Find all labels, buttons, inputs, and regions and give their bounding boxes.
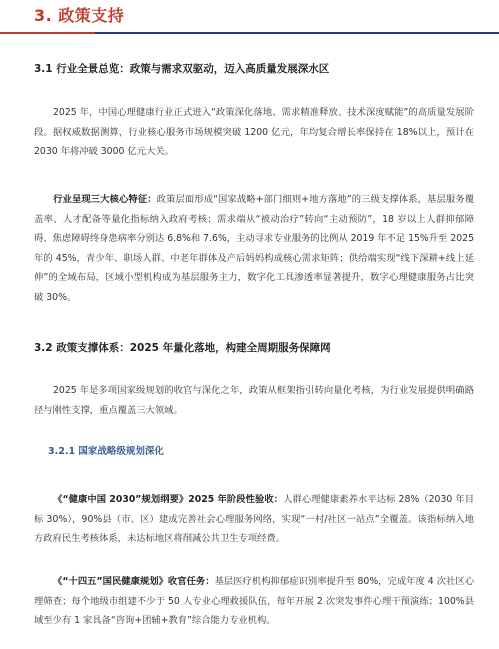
section-3-1-paragraph-2 [34, 190, 474, 307]
item-text: 人群心理健康素养水平达标 28%（2030 年目标 30%），90%县（市、区）建成完善社会心理服务网络，实现“一村/社区一站点”全覆盖。该指标纳入地方政府民生考核体系，未达标地区将削减公共卫生专项经费。 [34, 494, 474, 544]
paragraph-text: 2025 年，中国心理健康行业正式进入“政策深化落地、需求精准释放、技术深度赋能”的高质量发展阶段。据权威数据测算，行业核心服务市场规模突破 1200 亿元，年均复合增长率保持在 18%以上，预计在 2030 年将冲破 3000 亿元大关。 [34, 107, 474, 157]
section-heading-3-2: 3.2 政策支撑体系：2025 年量化落地，构建全周期服务保障网 [34, 342, 331, 354]
subsection-heading-3-2-1: 3.2.1 国家战略级规划深化 [48, 446, 164, 457]
paragraph-text: 2025 年是多项国家级规划的收官与深化之年，政策从框架指引转向量化考核，为行业发展提供明确路径与刚性支撑，重点覆盖三大领域。 [34, 385, 474, 416]
chapter-header [0, 0, 499, 36]
section-3-2-paragraph-1 [34, 381, 474, 420]
subsection-3-2-1-item-2 [34, 572, 474, 631]
item-lead: 《“健康中国 2030”规划纲要》2025 年阶段性验收： [53, 494, 284, 505]
section-heading-3-1: 3.1 行业全景总览：政策与需求双驱动，迈入高质量发展深水区 [34, 63, 330, 75]
paragraph-text: 政策层面形成“国家战略+部门细则+地方落地”的三级支撑体系，基层服务覆盖率、人才配备等量化指标纳入政府考核；需求端从“被动治疗”转向“主动预防”，18 岁以上人群抑郁障碍、焦虑障碍终身患病率分别达 6.8%和 7.6%，主动寻求专业服务的比例从 2019 年不足 15%升至 2025 年的 45%，青少年、职场人群、中老年群体及产后妈妈构成核心需求矩阵；供给端实现“线下深耕+线上延伸”的全域布局，区域小型机构成为基层服务主力，数字化工具渗透率显著提升，数字心理健康服务占比突破 30%。 [34, 194, 474, 303]
item-lead: 《“十四五”国民健康规划》收官任务： [53, 576, 215, 587]
section-3-1-paragraph-1 [34, 103, 474, 162]
chapter-title: 3. 政策支持 [34, 6, 125, 25]
paragraph-lead: 行业呈现三大核心特征： [53, 194, 157, 205]
chapter-divider-accent [0, 32, 95, 34]
item-text: 基层医疗机构抑郁症识别率提升至 80%，完成年度 4 次社区心理筛查；每个地级市组建不少于 50 人专业心理救援队伍，每年开展 2 次突发事件心理干预演练；100%县域至少有 1 家具备“咨询+团辅+教育”综合能力专业机构。 [34, 576, 474, 626]
subsection-3-2-1-item-1 [34, 490, 474, 549]
